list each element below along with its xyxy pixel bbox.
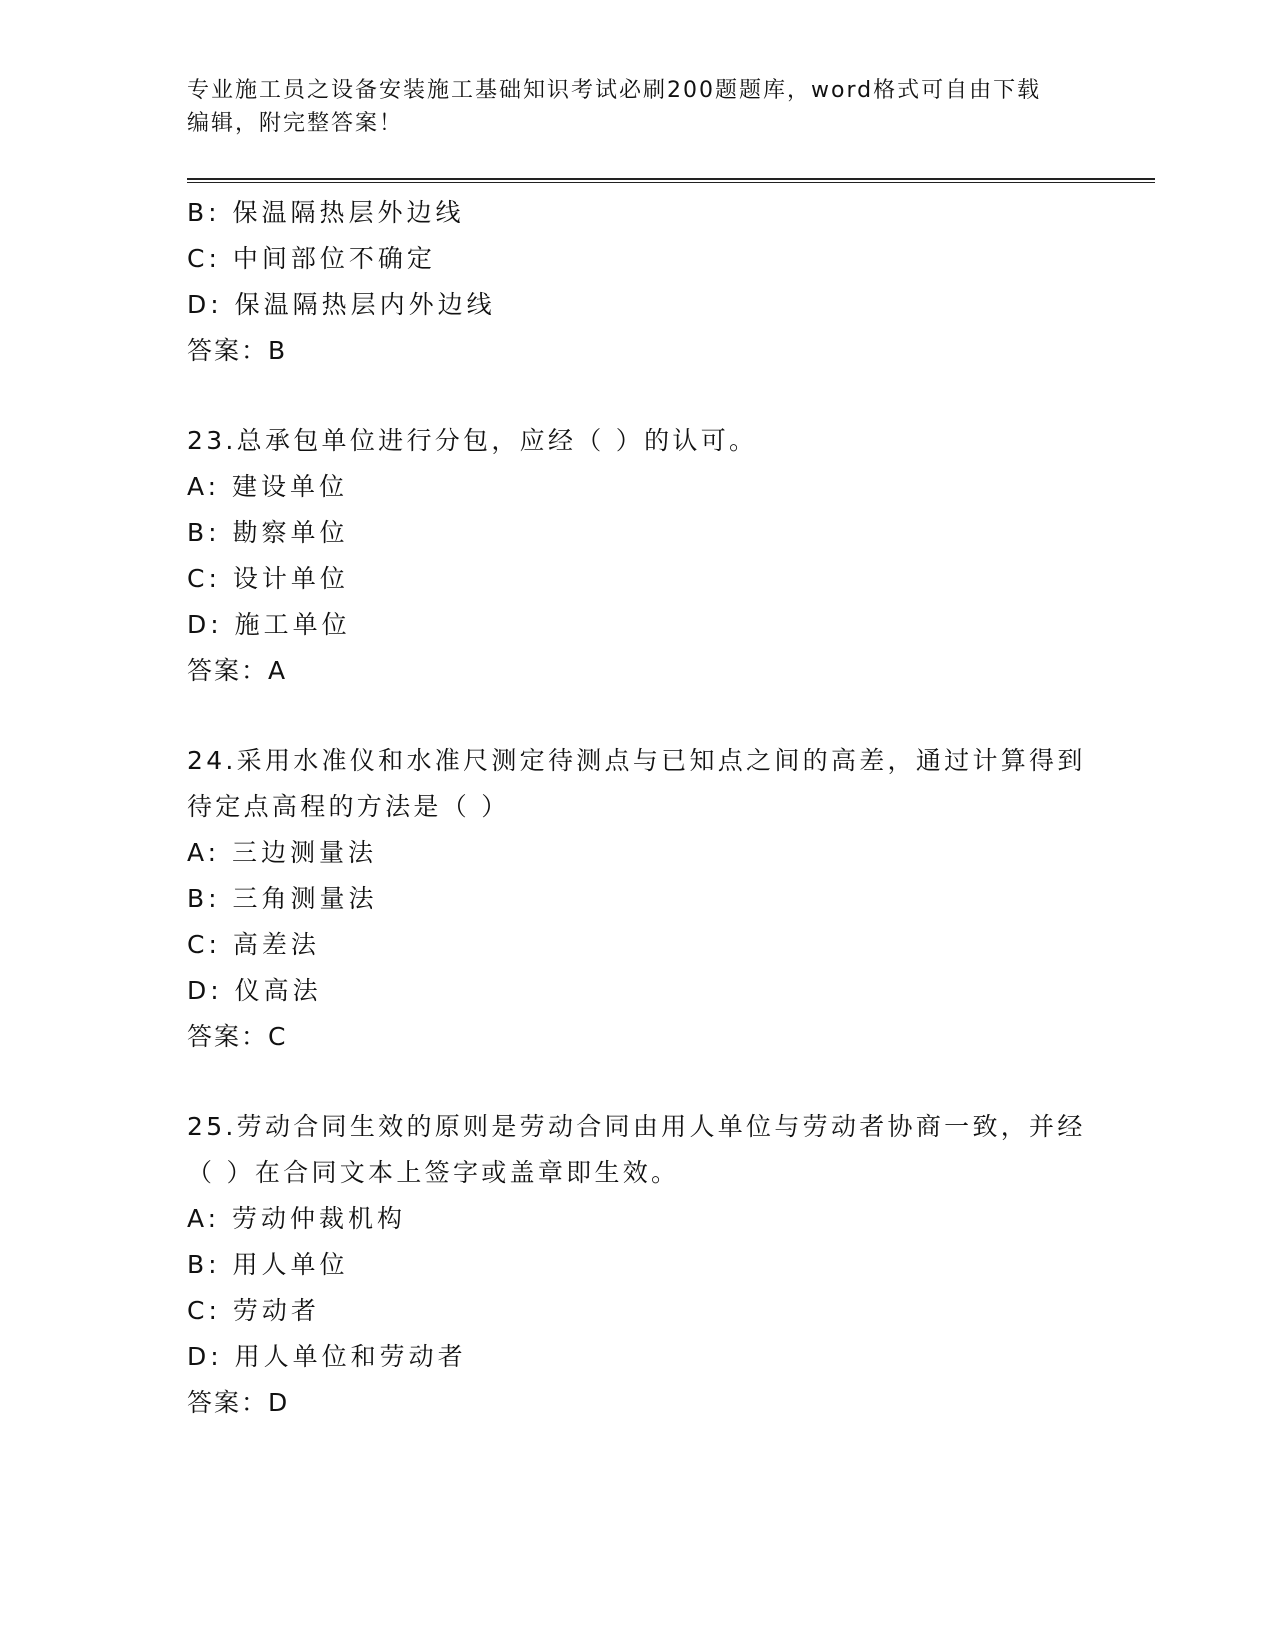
option-c: C: 劳动者 bbox=[187, 1296, 320, 1325]
answer-line: 答案：A bbox=[187, 656, 288, 685]
header-line-2: 编辑，附完整答案！ bbox=[187, 111, 404, 136]
option-c: C: 中间部位不确定 bbox=[187, 244, 436, 273]
question-23 bbox=[187, 418, 1087, 694]
spacer bbox=[187, 694, 1087, 738]
option-d: D: 施工单位 bbox=[187, 610, 351, 639]
spacer bbox=[187, 374, 1087, 418]
question-list bbox=[187, 190, 1087, 1426]
option-a: A: 劳动仲裁机构 bbox=[187, 1204, 407, 1233]
option-b: B: 用人单位 bbox=[187, 1250, 349, 1279]
carryover-question bbox=[187, 190, 1087, 374]
question-25 bbox=[187, 1104, 1087, 1426]
question-stem: 24.采用水准仪和水准尺测定待测点与已知点之间的高差，通过计算得到待定点高程的方法是（ ） bbox=[187, 746, 1086, 821]
option-b: B: 三角测量法 bbox=[187, 884, 378, 913]
option-c: C: 设计单位 bbox=[187, 564, 349, 593]
option-d: D: 用人单位和劳动者 bbox=[187, 1342, 467, 1371]
option-c: C: 高差法 bbox=[187, 930, 320, 959]
answer-line: 答案：D bbox=[187, 1388, 290, 1417]
option-d: D: 仪高法 bbox=[187, 976, 322, 1005]
header-divider bbox=[187, 178, 1155, 183]
spacer bbox=[187, 1060, 1087, 1104]
answer-line: 答案：B bbox=[187, 336, 288, 365]
question-stem: 23.总承包单位进行分包，应经（ ）的认可。 bbox=[187, 426, 758, 455]
option-d: D: 保温隔热层内外边线 bbox=[187, 290, 496, 319]
question-stem: 25.劳动合同生效的原则是劳动合同由用人单位与劳动者协商一致，并经（ ）在合同文本上签字或盖章即生效。 bbox=[187, 1112, 1086, 1187]
option-b: B: 保温隔热层外边线 bbox=[187, 198, 465, 227]
option-a: A: 建设单位 bbox=[187, 472, 349, 501]
option-a: A: 三边测量法 bbox=[187, 838, 378, 867]
answer-line: 答案：C bbox=[187, 1022, 288, 1051]
question-24 bbox=[187, 738, 1087, 1060]
option-b: B: 勘察单位 bbox=[187, 518, 349, 547]
document-header bbox=[187, 74, 1077, 140]
header-line-1: 专业施工员之设备安装施工基础知识考试必刷200题题库，word格式可自由下载 bbox=[187, 78, 1042, 103]
